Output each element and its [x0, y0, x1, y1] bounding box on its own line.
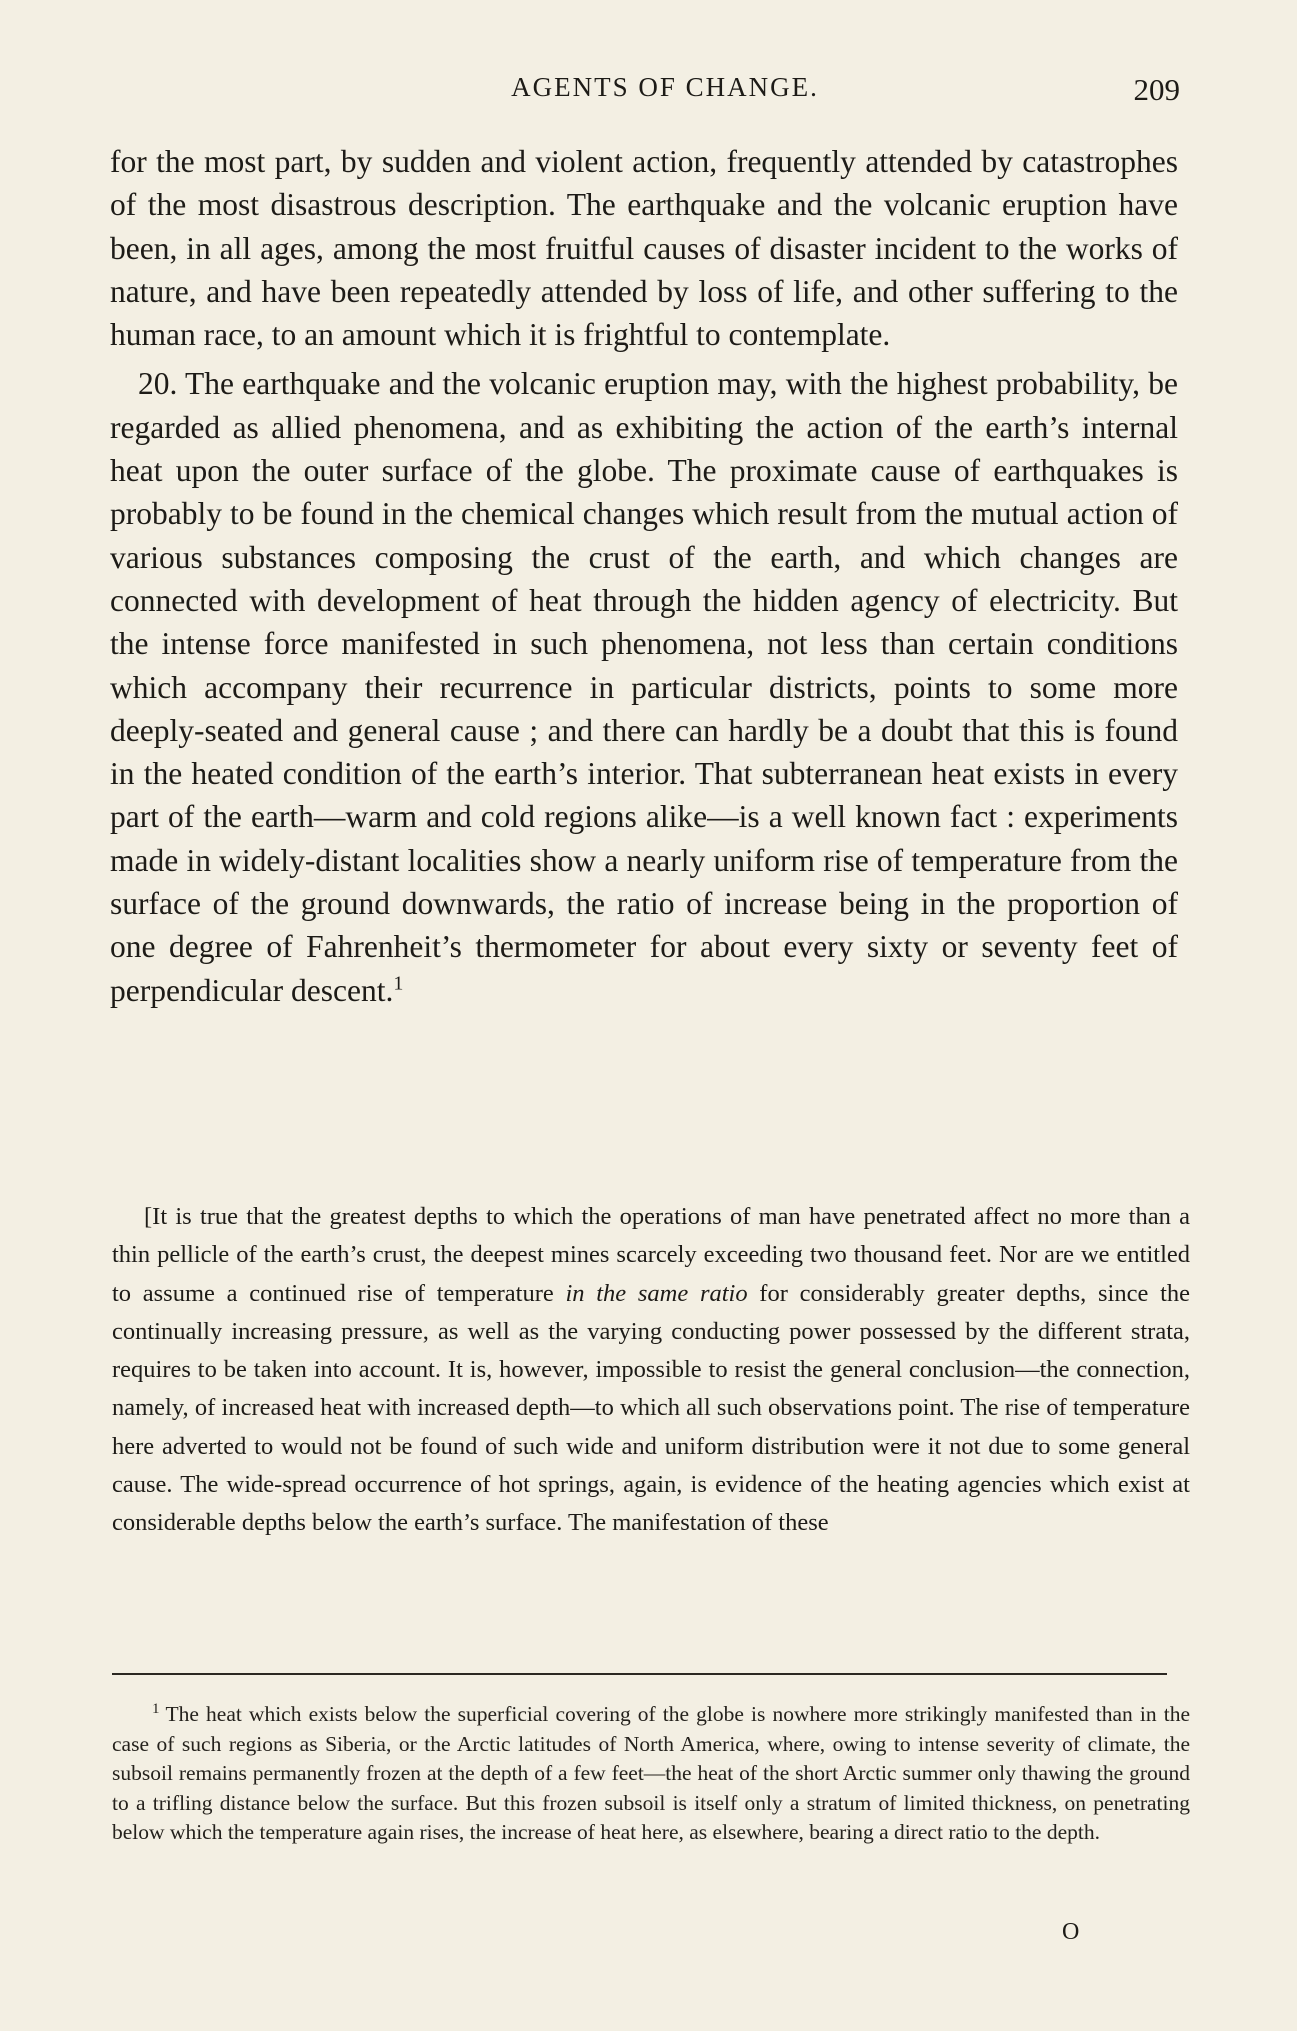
paragraph-2-text: 20. The earthquake and the volcanic eruption may, with the highest probability, be regarded as allied phenomena, and as exhibiting the action of the earth’s internal heat upon the outer surface of the globe. The proximate cause of earthquakes is probably to be found in the chemical changes which result from the mutual action of various substances composing the crust of the earth, and which changes are connected with development of heat through the hidden agency of electricity. But the intense force manifested in such phenomena, not less than certain conditions which accompany their recurrence in particular districts, points to some more deeply-seated and general cause ; and there can hardly be a doubt that this is found in the heated condition of the earth’s interior. That subterranean heat exists in every part of the earth—warm and cold regions alike—is a well known fact : experiments made in widely-distant localities show a nearly uniform rise of temperature from the surface of the ground downwards, the ratio of increase being in the proportion of one degree of Fahrenheit’s thermometer for about every sixty or seventy feet of perpendicular descent. [110, 366, 1178, 1008]
note-text-end: for considerably greater depths, since the continually increasing pressure, as well as the varying conducting power possessed by the different strata, requires to be taken into account. It is, however, impossible to resist the general conclusion—the connection, namely, of increased heat with increased depth—to which all such observations point. The rise of temperature here adverted to would not be found of such wide and uniform distribution were it not due to some general cause. The wide-spread occurrence of hot springs, again, is evidence of the heating agencies which exist at considerable depths below the earth’s surface. The manifestation of these [112, 1279, 1190, 1537]
paragraph-20 [110, 362, 1178, 1011]
footnote [112, 1700, 1190, 1848]
footnote-text: The heat which exists below the superficial covering of the globe is nowhere more strikingly manifested than in the case of such regions as Siberia, or the Arctic latitudes of North America, where, owing to intense severity of climate, the subsoil remains permanently frozen at the depth of a few feet—the heat of the short Arctic summer only thawing the ground to a trifling distance below the surface. But this frozen subsoil is itself only a stratum of limited thickness, on penetrating below which the temperature again rises, the increase of heat here, as elsewhere, bearing a direct ratio to the depth. [112, 1702, 1190, 1844]
main-text [110, 140, 1178, 1012]
footnote-divider [112, 1673, 1167, 1675]
note-italic-phrase: in the same ratio [565, 1279, 748, 1307]
paragraph-1-text: for the most part, by sudden and violent action, frequently attended by catastrophes of the most disastrous description. The earthquake and the volcanic eruption have been, in all ages, among the most fruitful causes of disaster incident to the works of nature, and have been repeatedly attended by loss of life, and other suffering to the human race, to an amount which it is frightful to contemplate. [110, 144, 1178, 353]
bracketed-note [112, 1198, 1190, 1543]
footnote-mark: 1 [152, 1700, 160, 1717]
running-head [110, 72, 1180, 112]
footnote-reference[interactable]: 1 [393, 972, 404, 995]
running-title: AGENTS OF CHANGE. [511, 72, 819, 102]
note-text-start: [It is true that the greatest depths to which the operations of man have penetrated affect no more than a thin pellicle of the earth’s crust, the deepest mines scarcely exceeding two thousand feet. Nor are we entitled to assume a continued rise of temperature [112, 1203, 1190, 1307]
page-number: 209 [1133, 72, 1180, 107]
signature-mark: O [1062, 1919, 1080, 1945]
paragraph-continuation [110, 140, 1178, 356]
